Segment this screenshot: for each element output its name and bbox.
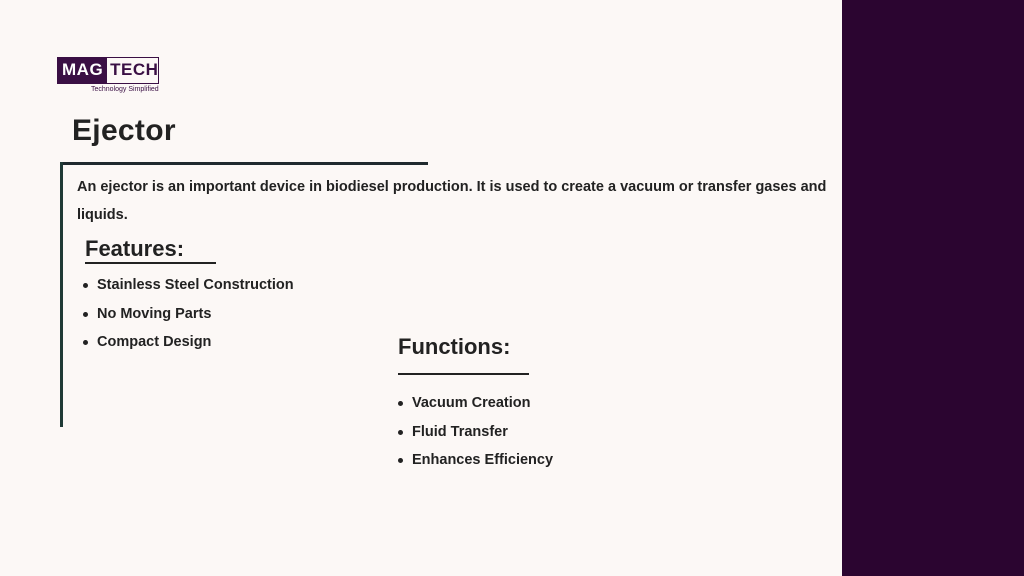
list-item	[83, 332, 294, 361]
functions-list	[398, 393, 553, 479]
logo-tagline: Technology Simplified	[91, 86, 159, 93]
intro-paragraph: An ejector is an important device in biodiesel production. It is used to create a vacuum or transfer gases and liquids.	[77, 179, 827, 223]
bullet-icon	[398, 430, 403, 435]
logo-brand-right: TECH	[110, 60, 159, 79]
functions-heading-underline	[398, 373, 529, 375]
slide-title: Ejector	[72, 114, 176, 147]
function-item-label: Vacuum Creation	[412, 395, 531, 411]
function-item-label: Fluid Transfer	[412, 423, 508, 440]
feature-item-label: Compact Design	[97, 334, 212, 350]
functions-heading: Functions:	[398, 334, 511, 359]
bullet-icon	[83, 283, 88, 288]
bullet-icon	[398, 401, 403, 406]
function-item-label: Enhances Efficiency	[412, 452, 554, 468]
logo-brand-left: MAG	[58, 58, 107, 83]
bullet-icon	[83, 312, 88, 317]
title-underline-divider	[60, 162, 428, 165]
feature-item-label: Stainless Steel Construction	[97, 277, 294, 293]
features-heading-underline	[85, 262, 216, 264]
right-side-panel	[842, 0, 1024, 576]
list-item	[398, 450, 553, 479]
features-heading: Features:	[85, 236, 185, 261]
features-list	[83, 275, 294, 361]
list-item	[398, 422, 553, 451]
list-item	[83, 304, 294, 333]
bullet-icon	[83, 340, 88, 345]
bullet-icon	[398, 458, 403, 463]
list-item	[398, 393, 553, 422]
logo-wordmark	[57, 57, 159, 84]
company-logo	[57, 57, 163, 99]
feature-item-label: No Moving Parts	[97, 305, 212, 322]
content-left-border	[60, 162, 63, 427]
list-item	[83, 275, 294, 304]
